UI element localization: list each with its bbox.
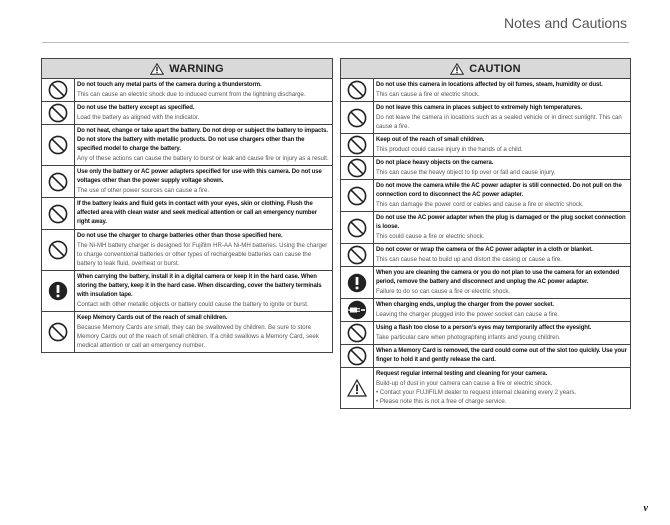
- item-text: [75, 198, 332, 229]
- item-description: This can damage the power cord or cables and cause a fire or electric shock.: [376, 201, 584, 208]
- warning-triangle-icon: [450, 63, 464, 75]
- warning-item: [42, 312, 332, 352]
- warning-item: [42, 125, 332, 166]
- prohibited-icon: [341, 157, 374, 179]
- item-text: [374, 244, 596, 266]
- item-description: The Ni-MH battery charger is designed for Fujifilm HR-AA Ni-MH batteries. Using the charger to charge conventional batteries or other types of rechargeable batteries can cause the battery to leak fluid, overheat or burst.: [77, 242, 328, 267]
- item-description: This product could cause injury in the hands of a child.: [376, 146, 523, 153]
- item-heading: Do not cover or wrap the camera or the AC power adapter in a cloth or blanket.: [376, 247, 593, 253]
- warning-column: [41, 58, 333, 353]
- item-heading: When you are cleaning the camera or you do not plan to use the camera for an extended period, remove the battery and disconnect and unplug the AC power adapter.: [376, 270, 620, 285]
- item-heading: When a Memory Card is removed, the card could come out of the slot too quickly. Use your finger to hold it and gently release the card.: [376, 348, 627, 363]
- caution-header: [341, 59, 630, 79]
- caution-item: [341, 345, 630, 368]
- mandatory-icon: [341, 267, 374, 298]
- warning-item: [42, 198, 332, 230]
- item-text: [75, 271, 332, 311]
- mandatory-icon: [42, 271, 75, 311]
- item-heading: Do not place heavy objects on the camera.: [376, 160, 494, 166]
- item-description: Load the battery as aligned with the indicator.: [77, 114, 200, 121]
- warning-item: [42, 230, 332, 271]
- item-text: [75, 102, 202, 124]
- warning-list: [42, 79, 332, 352]
- item-description: Leaving the charger plugged into the power socket can cause a fire.: [376, 311, 559, 318]
- caution-item: [341, 157, 630, 180]
- prohibited-icon: [42, 125, 75, 165]
- prohibited-icon: [341, 102, 374, 133]
- page-number: v: [643, 503, 648, 514]
- prohibited-icon: [341, 79, 374, 101]
- item-description: Do not leave the camera in locations such as a sealed vehicle or in direct sunlight. This can cause a fire.: [376, 114, 622, 130]
- caution-triangle-icon: [341, 368, 374, 408]
- prohibited-icon: [42, 312, 75, 352]
- item-heading: When charging ends, unplug the charger from the power socket.: [376, 302, 554, 308]
- prohibited-icon: [42, 102, 75, 124]
- prohibited-icon: [341, 345, 374, 367]
- item-text: [75, 230, 332, 270]
- item-text: [75, 79, 309, 101]
- caution-item: [341, 299, 630, 322]
- prohibited-icon: [42, 166, 75, 197]
- warning-triangle-icon: [150, 63, 164, 75]
- item-text: [374, 299, 562, 321]
- caution-heading: CAUTION: [469, 62, 521, 75]
- item-text: [374, 345, 630, 367]
- prohibited-icon: [341, 322, 374, 344]
- caution-item: [341, 322, 630, 345]
- item-heading: Keep Memory Cards out of the reach of small children.: [77, 315, 228, 321]
- warning-item: [42, 271, 332, 312]
- warning-item: [42, 79, 332, 102]
- item-text: [374, 368, 579, 408]
- item-bullet: • Please note this is not a free of charge service.: [376, 398, 507, 405]
- item-text: [75, 312, 332, 352]
- item-heading: Do not use the charger to charge batteries other than those specified here.: [77, 233, 283, 239]
- item-heading: Do not leave this camera in places subject to extremely high temperatures.: [376, 105, 583, 111]
- item-heading: If the battery leaks and fluid gets in contact with your eyes, skin or clothing. Flush the affected area with clean water and seek medical attention or call an emergency number right away.: [77, 201, 317, 225]
- item-description: Any of these actions can cause the battery to burst or leak and cause fire or injury as a result.: [77, 155, 329, 162]
- caution-item: [341, 368, 630, 408]
- caution-item: [341, 212, 630, 244]
- item-text: [374, 212, 630, 243]
- item-text: [374, 267, 630, 298]
- caution-item: [341, 267, 630, 299]
- item-description: Build-up of dust in your camera can cause a fire or electric shock.: [376, 380, 553, 387]
- item-text: [75, 125, 332, 165]
- item-heading: Do not heat, change or take apart the battery. Do not drop or subject the battery to impacts. Do not store the battery with metallic products. Do not use chargers other than the specified model to charge the battery.: [77, 128, 328, 152]
- prohibited-icon: [42, 198, 75, 229]
- item-text: [374, 134, 526, 156]
- prohibited-icon: [42, 230, 75, 270]
- item-bullet: • Contact your FUJIFILM dealer to request internal cleaning every 2 years.: [376, 389, 577, 396]
- item-text: [374, 79, 606, 101]
- prohibited-icon: [341, 244, 374, 266]
- item-description: Because Memory Cards are small, they can be swallowed by children. Be sure to store Memory Cards out of the reach of small children. If a child swallows a Memory Card, seek medical attention or call an emergency number.: [77, 324, 319, 349]
- caution-item: [341, 102, 630, 134]
- item-text: [374, 102, 630, 133]
- page-title: Notes and Cautions: [504, 15, 627, 31]
- item-text: [374, 157, 558, 179]
- caution-list: [341, 79, 630, 408]
- item-description: The use of other power sources can cause a fire.: [77, 187, 210, 194]
- caution-item: [341, 79, 630, 102]
- warning-heading: WARNING: [169, 62, 224, 75]
- prohibited-icon: [341, 212, 374, 243]
- warning-item: [42, 102, 332, 125]
- caution-item: [341, 134, 630, 157]
- warning-header: [42, 59, 332, 79]
- item-description: This can cause the heavy object to tip over or fall and cause injury.: [376, 169, 556, 176]
- warning-item: [42, 166, 332, 198]
- prohibited-icon: [341, 180, 374, 211]
- prohibited-icon: [42, 79, 75, 101]
- item-text: [374, 322, 594, 344]
- item-description: This can cause heat to build up and distort the casing or cause a fire.: [376, 256, 562, 263]
- item-heading: Do not touch any metal parts of the camera during a thunderstorm.: [77, 82, 262, 88]
- unplug-icon: [341, 299, 374, 321]
- item-heading: Using a flash too close to a person’s eyes may temporarily affect the eyesight.: [376, 325, 592, 331]
- caution-item: [341, 244, 630, 267]
- item-description: This could cause a fire or electric shock.: [376, 233, 485, 240]
- item-heading: Request regular internal testing and cleaning for your camera.: [376, 371, 548, 377]
- item-heading: Keep out of the reach of small children.: [376, 137, 485, 143]
- item-heading: Do not use this camera in locations affected by oil fumes, steam, humidity or dust.: [376, 82, 603, 88]
- item-description: Failure to do so can cause a fire or electric shock.: [376, 288, 511, 295]
- item-description: Take particular care when photographing infants and young children.: [376, 334, 561, 341]
- item-heading: Do not move the camera while the AC power adapter is still connected. Do not pull on the connection cord to disconnect the AC power adapter.: [376, 183, 622, 198]
- item-heading: When carrying the battery, install it in a digital camera or keep it in the hard case. When storing the battery, keep it in the hard case. When discarding, cover the battery terminals with insulation tape.: [77, 274, 322, 298]
- item-description: This can cause an electric shock due to induced current from the lightning discharge.: [77, 91, 306, 98]
- item-heading: Do not use the battery except as specified.: [77, 105, 195, 111]
- item-text: [374, 180, 630, 211]
- item-description: Contact with other metallic objects or battery could cause the battery to ignite or burst.: [77, 301, 309, 308]
- caution-item: [341, 180, 630, 212]
- item-heading: Use only the battery or AC power adapters specified for use with this camera. Do not use voltages other than the power supply voltage shown.: [77, 169, 322, 184]
- item-heading: Do not use the AC power adapter when the plug is damaged or the plug socket connection is loose.: [376, 215, 626, 230]
- item-text: [75, 166, 332, 197]
- title-rule: [42, 42, 629, 43]
- caution-column: [340, 58, 631, 409]
- item-description: This can cause a fire or electric shock.: [376, 91, 480, 98]
- prohibited-icon: [341, 134, 374, 156]
